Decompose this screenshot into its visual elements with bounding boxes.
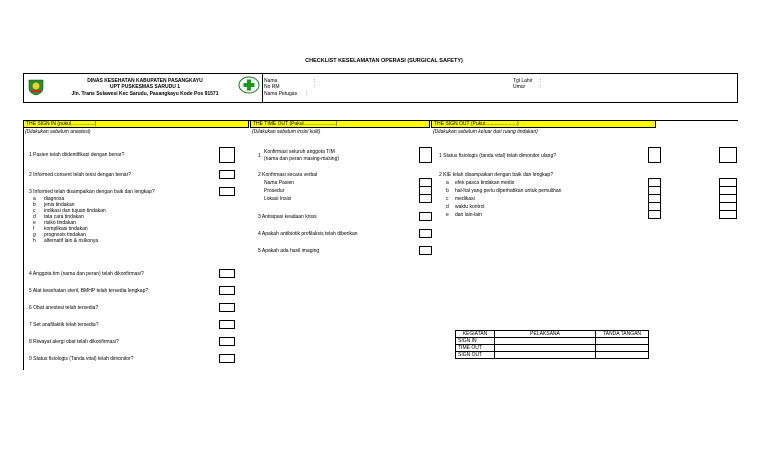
table-row (456, 352, 649, 359)
patient-name-label: Nama (264, 78, 278, 84)
time-out-note: (Dilakukan sebelum insisi kulit) (252, 129, 321, 135)
colon: : (540, 84, 542, 90)
time-out-incision-site-checkbox[interactable] (419, 194, 432, 203)
sign-in-q3: 3 Informed telah disampaikan dengan baik dan lengkap? (29, 189, 155, 195)
sign-in-sub-item: komplikasi tindakan (44, 226, 88, 232)
list-letter: b (446, 188, 449, 194)
sign-in-q5: 5 Alat kesehatan steril, BMHP telah tersedia lengkap? (29, 288, 149, 294)
sign-in-q3-checkbox[interactable] (219, 187, 235, 196)
sign-in-q7-checkbox[interactable] (219, 320, 235, 329)
sign-in-sub-item: tata cara tindakan (44, 214, 84, 220)
list-letter: a (33, 196, 36, 202)
colon: : (306, 91, 308, 97)
sign-out-note: (Dilakukan sebelum keluar dari ruang tindakan) (433, 129, 538, 135)
time-out-q1-number: 1 (258, 153, 261, 159)
sign-in-title: THE SIGN IN (pukul.................) (26, 121, 97, 127)
header-divider (262, 73, 263, 103)
sign-in-q8: 8 Riwayat alergi obat telah dikonfirmasi? (29, 339, 119, 345)
list-letter: g (33, 232, 36, 238)
table-cell-activity: SIGN IN (456, 338, 495, 345)
time-out-q1-line2: (nama dan peran masing-masing) (264, 156, 340, 162)
colon: : (540, 78, 542, 84)
time-out-q5-checkbox[interactable] (419, 246, 432, 255)
sign-in-q7: 7 Set anafilaktik telah tersedia? (29, 322, 99, 328)
sign-in-header (23, 120, 249, 128)
table-row (456, 345, 649, 352)
sign-in-sub-item: jenis tindakan (44, 202, 75, 208)
list-letter: e (446, 212, 449, 218)
table-header: TANDA TANGAN (596, 331, 649, 338)
sign-out-sub-item: hal-hal yang perlu diperhatikan untuk pemulihan (455, 188, 562, 194)
sign-in-sub-item: indikasi dan tujuan tindakan (44, 208, 106, 214)
table-cell-signature[interactable] (596, 352, 649, 359)
section-left-border (23, 120, 24, 370)
birth-date-label: Tgl Lahir (513, 78, 533, 84)
sign-in-q1-checkbox[interactable] (219, 147, 235, 163)
regency-emblem-icon (27, 78, 45, 96)
list-letter: e (33, 220, 36, 226)
list-letter: a (446, 180, 449, 186)
list-letter: h (33, 238, 36, 244)
sign-in-q2-checkbox[interactable] (219, 170, 235, 179)
sign-out-q1-extra-checkbox[interactable] (719, 147, 737, 163)
sign-in-q9: 9 Status fisiologis (Tanda vital) telah dimonitor? (29, 356, 134, 362)
sign-out-kie-checkbox[interactable] (648, 210, 661, 219)
list-letter: c (33, 208, 36, 214)
table-cell-activity: TIME OUT (456, 345, 495, 352)
time-out-q2-item: Nama Pasien (264, 180, 295, 186)
time-out-q3: 3 Antisipasi keadaan krisis (258, 214, 317, 220)
sign-out-kie-extra-checkbox[interactable] (719, 210, 737, 219)
sign-out-q1: 1 Status fisiologis (tanda vital) telah dimonitor ulang? (439, 153, 557, 159)
table-header: KEGIATAN (456, 331, 495, 338)
sign-in-q4-checkbox[interactable] (219, 269, 235, 278)
time-out-q2-item: Prosedur (264, 188, 285, 194)
table-cell-signature[interactable] (596, 338, 649, 345)
sign-out-header (431, 120, 656, 128)
table-cell-activity: SIGN OUT (456, 352, 495, 359)
time-out-q2-item: Lokasi Insisi (264, 196, 292, 202)
health-cross-icon (238, 76, 260, 94)
sign-in-sub-item: alternatif lain & risikonya (44, 238, 99, 244)
sign-out-sub-item: dan lain-lain (455, 212, 482, 218)
sign-in-q9-checkbox[interactable] (219, 354, 235, 363)
sign-out-sub-item: waktu kontrol (455, 204, 485, 210)
time-out-title: THE TIME OUT (Pukul.......................) (253, 121, 338, 127)
list-letter: b (33, 202, 36, 208)
header-address: Jln. Trans Sulawesi Kec Sarudu, Pasangkayu Kode Pos 91571 (71, 91, 219, 97)
time-out-q1-checkbox[interactable] (419, 147, 432, 163)
table-row (456, 338, 649, 345)
sign-out-q2: 2 KIE telah disampaikan dengan baik dan lengkap? (439, 172, 553, 178)
time-out-q5: 5 Apakah ada hasil imaging (258, 248, 320, 254)
header-unit: UPT PUSKESMAS SARUDU 1 (109, 84, 180, 90)
executor-table (455, 330, 649, 359)
sign-out-q1-checkbox[interactable] (648, 147, 661, 163)
list-letter: d (446, 204, 449, 210)
sign-in-q8-checkbox[interactable] (219, 337, 235, 346)
sign-in-q2: 2 Informed consent telah terisi dengan benar? (29, 172, 132, 178)
time-out-q4: 4 Apakah antibiotik profilaksis telah diberikan (258, 231, 358, 237)
sign-in-sub-item: diagnosa (44, 196, 65, 202)
time-out-q4-checkbox[interactable] (419, 229, 432, 238)
list-letter: d (33, 214, 36, 220)
age-label: Umur (513, 84, 526, 90)
colon: : (314, 78, 316, 84)
table-cell-executor[interactable] (495, 338, 596, 345)
sign-out-sub-item: medikasi (455, 196, 475, 202)
medical-record-label: No RM (264, 84, 280, 90)
sign-in-q4: 4 Anggota tim (nama dan peran) telah dikonfirmasi? (29, 271, 144, 277)
table-cell-signature[interactable] (596, 345, 649, 352)
time-out-q1-line1: Konfirmasi seluruh anggota TIM (264, 149, 335, 155)
header-agency: DINAS KESEHATAN KABUPATEN PASANGKAYU (87, 78, 203, 84)
sign-out-title: THE SIGN OUT (Pukul.......................) (434, 121, 519, 127)
sign-in-q5-checkbox[interactable] (219, 286, 235, 295)
sign-in-note: (Dilakukan sebelum anastesi) (25, 129, 91, 135)
sign-out-sub-item: efek pasca tindakan medis (455, 180, 515, 186)
list-letter: f (33, 226, 35, 232)
sign-in-sub-item: risiko tindakan (44, 220, 76, 226)
time-out-q2: 2 Konfirmasi secara verbal (258, 172, 318, 178)
sign-in-q1: 1 Pasien telah diidentifikasi dengan benar? (29, 152, 125, 158)
table-cell-executor[interactable] (495, 352, 596, 359)
list-letter: c (446, 196, 449, 202)
colon: : (314, 84, 316, 90)
officer-name-label: Nama Petugas (264, 91, 298, 97)
time-out-header (250, 120, 430, 128)
document-title: CHECKLIST KESELAMATAN OPERASI (SURGICAL SAFETY) (305, 58, 463, 64)
time-out-q3-checkbox[interactable] (419, 212, 432, 221)
sign-in-q6: 6 Obat anestesi telah tersedia? (29, 305, 99, 311)
table-header-row (456, 331, 649, 338)
table-cell-executor[interactable] (495, 345, 596, 352)
sign-in-sub-item: prognosis tindakan (44, 232, 86, 238)
table-header: PELAKSANA (495, 331, 596, 338)
sign-in-q6-checkbox[interactable] (219, 303, 235, 312)
